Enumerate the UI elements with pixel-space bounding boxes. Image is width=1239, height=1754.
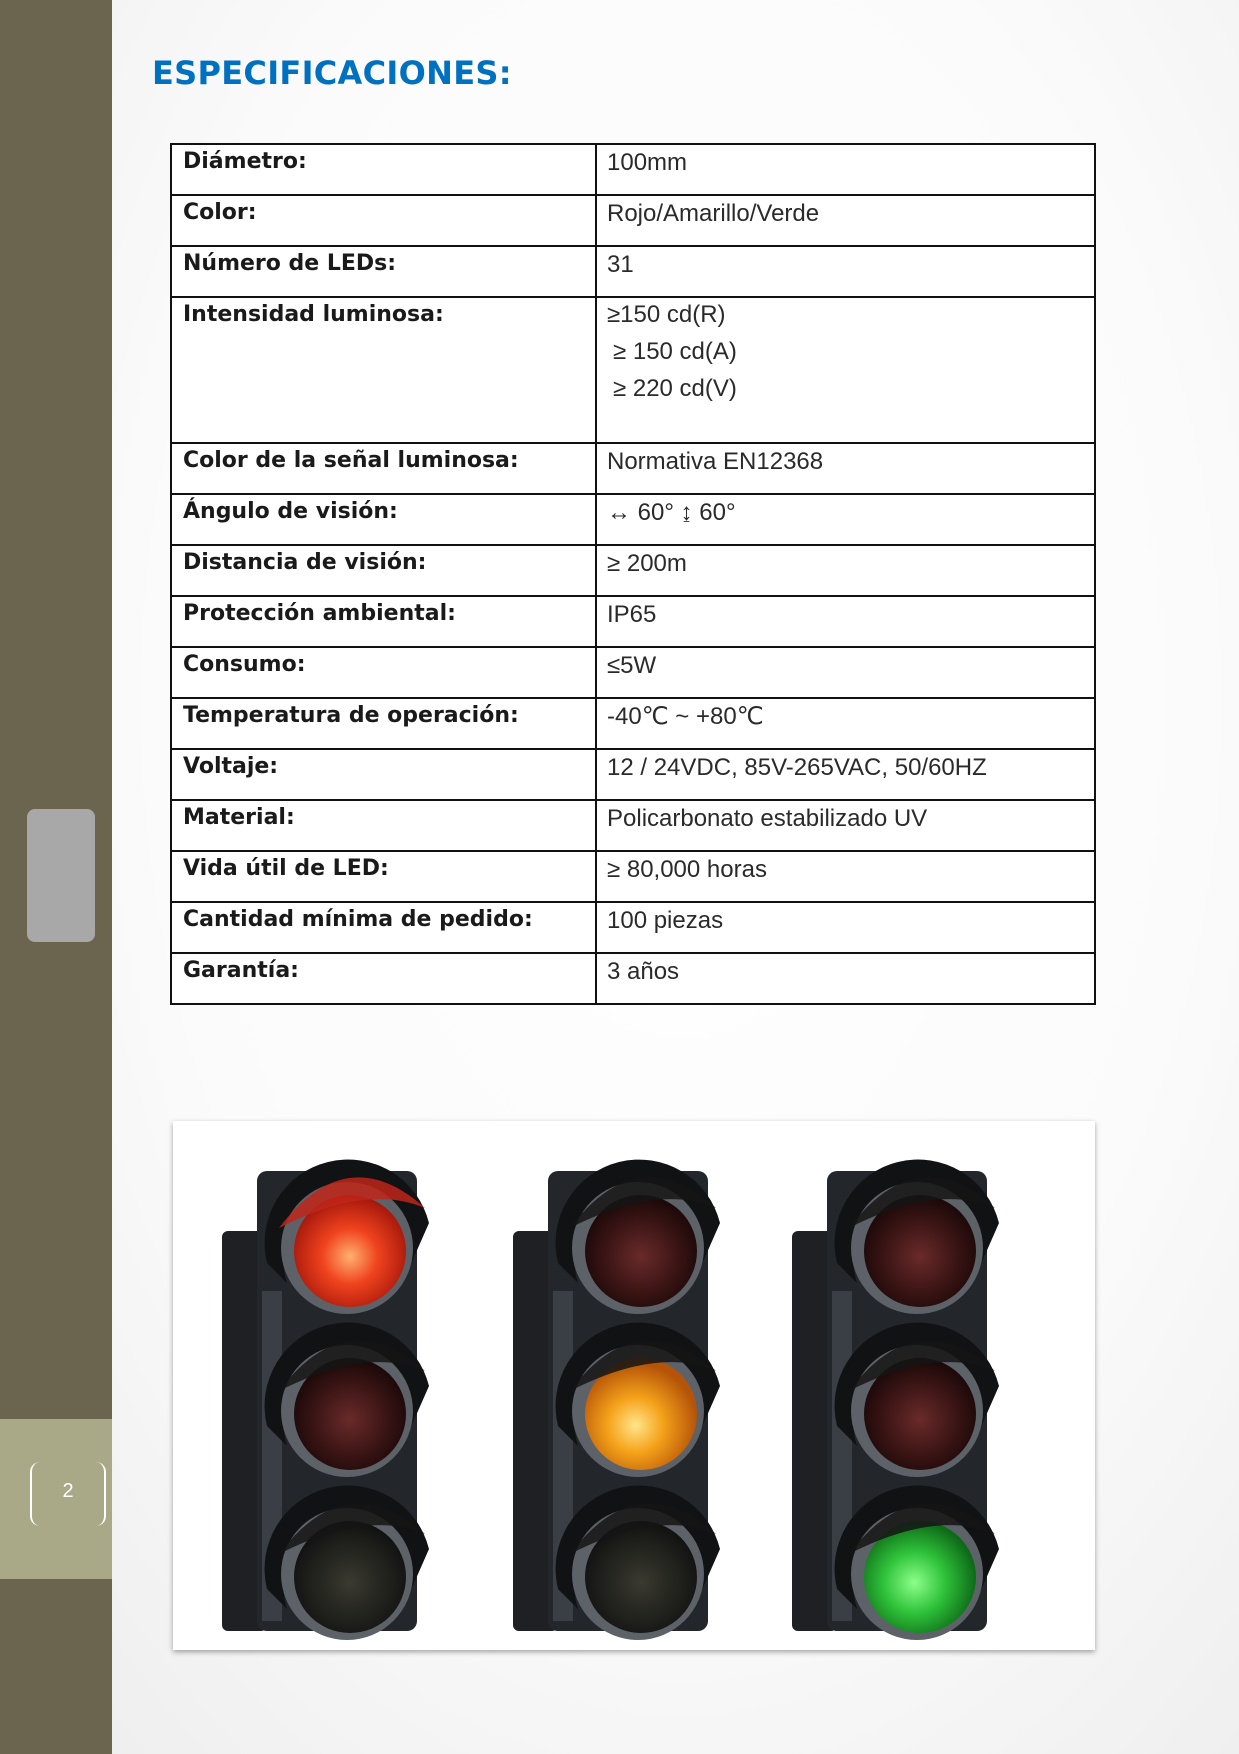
spec-value-line: 12 / 24VDC, 85V-265VAC, 50/60HZ [607,754,987,781]
spec-label: Distancia de visión: [171,545,596,596]
spec-value-line: ↔ 60° ↨ 60° [607,499,736,526]
spec-label: Cantidad mínima de pedido: [171,902,596,953]
spec-row [171,494,1095,545]
spec-row [171,443,1095,494]
spec-row [171,195,1095,246]
spec-value-line: Rojo/Amarillo/Verde [607,200,820,227]
spec-value-line: Normativa EN12368 [607,448,824,475]
spec-row [171,902,1095,953]
spec-row [171,851,1095,902]
spec-row [171,596,1095,647]
spec-value [596,953,1095,1004]
spec-label: Vida útil de LED: [171,851,596,902]
spec-value-line: ≤5W [607,652,657,679]
spec-label: Protección ambiental: [171,596,596,647]
spec-value [596,443,1095,494]
specifications-table [170,143,1096,1005]
spec-label: Material: [171,800,596,851]
page-title: ESPECIFICACIONES: [152,54,512,92]
spec-value-line: 100mm [607,149,688,176]
spec-label: Color: [171,195,596,246]
spec-value [596,902,1095,953]
spec-label: Intensidad luminosa: [171,297,596,443]
spec-label: Consumo: [171,647,596,698]
spec-value-line: 31 [607,251,634,278]
spec-row [171,647,1095,698]
spec-row [171,144,1095,195]
spec-value-line: ≥ 150 cd(A) [613,338,737,365]
spec-value [596,647,1095,698]
spec-row [171,698,1095,749]
spec-value [596,494,1095,545]
page-number: 2 [62,1480,74,1502]
spec-value [596,545,1095,596]
spec-value-line: Policarbonato estabilizado UV [607,805,928,832]
spec-value [596,800,1095,851]
spec-value-line: -40℃ ~ +80℃ [607,703,764,730]
spec-value [596,144,1095,195]
spec-value-line: ≥ 200m [607,550,687,577]
spec-label: Temperatura de operación: [171,698,596,749]
sidebar-tab [27,809,95,942]
traffic-lights-photo [173,1121,1095,1650]
spec-label: Color de la señal luminosa: [171,443,596,494]
spec-row [171,800,1095,851]
spec-row [171,749,1095,800]
spec-row [171,297,1095,443]
spec-row [171,953,1095,1004]
spec-label: Número de LEDs: [171,246,596,297]
spec-value [596,851,1095,902]
spec-value-line: 3 años [607,958,680,985]
spec-value [596,749,1095,800]
spec-label: Ángulo de visión: [171,494,596,545]
spec-value [596,195,1095,246]
spec-value [596,596,1095,647]
spec-value-line: IP65 [607,601,657,628]
spec-value-line: 100 piezas [607,907,724,934]
spec-value-line: ≥ 80,000 horas [607,856,767,883]
spec-value-line: ≥150 cd(R) [607,301,726,328]
spec-value [596,698,1095,749]
spec-value-line: ≥ 220 cd(V) [613,375,737,402]
traffic-lights-illustration [173,1121,1095,1650]
spec-row [171,545,1095,596]
spec-label: Voltaje: [171,749,596,800]
spec-label: Diámetro: [171,144,596,195]
spec-value [596,297,1095,443]
spec-label: Garantía: [171,953,596,1004]
